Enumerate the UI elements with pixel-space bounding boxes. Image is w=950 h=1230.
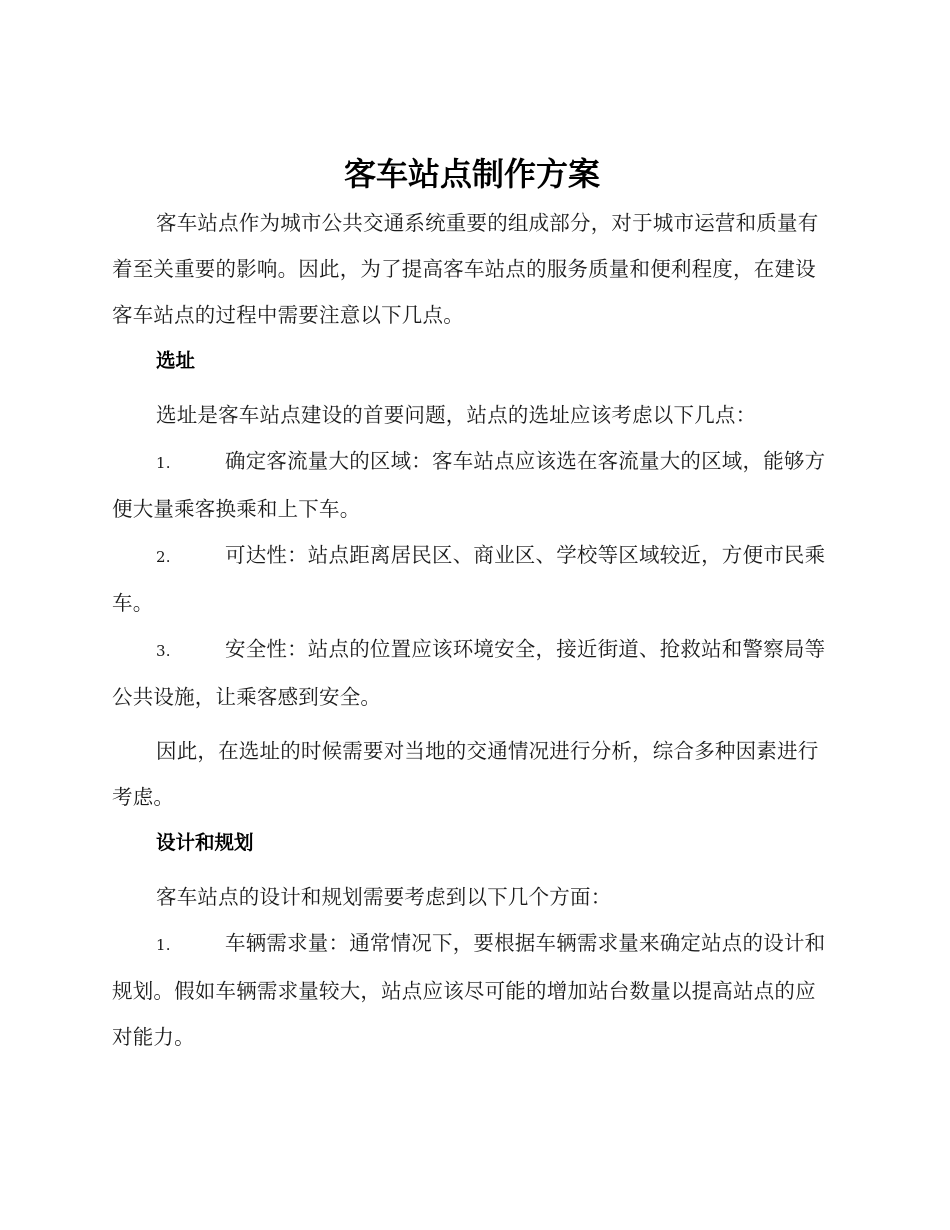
list-number: 2. (156, 548, 171, 566)
list-number: 1. (156, 454, 171, 472)
intro-paragraph: 客车站点作为城市公共交通系统重要的组成部分，对于城市运营和质量有着至关重要的影响。因此，为了提高客车站点的服务质量和便利程度，在建设客车站点的过程中需要注意以下几点。 (112, 211, 819, 327)
list-number: 1. (156, 936, 171, 954)
site-selection-lead: 选址是客车站点建设的首要问题，站点的选址应该考虑以下几点： (156, 403, 757, 427)
list-text: 可达性：站点距离居民区、商业区、学校等区域较近，方便市民乘车。 (112, 543, 826, 615)
document-page (112, 148, 832, 1060)
list-text: 确定客流量大的区域：客车站点应该选在客流量大的区域，能够方便大量乘客换乘和上下车。 (112, 449, 826, 521)
list-number: 3. (156, 642, 171, 660)
section-heading-design-planning: 设计和规划 (156, 831, 254, 854)
list-item (112, 920, 832, 1060)
design-planning-lead: 客车站点的设计和规划需要考虑到以下几个方面： (156, 885, 612, 909)
document-title: 客车站点制作方案 (343, 155, 600, 193)
section-heading-site-selection: 选址 (156, 349, 196, 372)
list-item (112, 626, 832, 720)
list-text: 安全性：站点的位置应该环境安全，接近街道、抢救站和警察局等公共设施，让乘客感到安全。 (112, 637, 826, 709)
site-selection-conclusion: 因此，在选址的时候需要对当地的交通情况进行分析，综合多种因素进行考虑。 (112, 739, 819, 809)
list-text: 车辆需求量：通常情况下，要根据车辆需求量来确定站点的设计和规划。假如车辆需求量较大，站点应该尽可能的增加站台数量以提高站点的应对能力。 (112, 931, 826, 1049)
list-item (112, 438, 832, 532)
list-item (112, 532, 832, 626)
